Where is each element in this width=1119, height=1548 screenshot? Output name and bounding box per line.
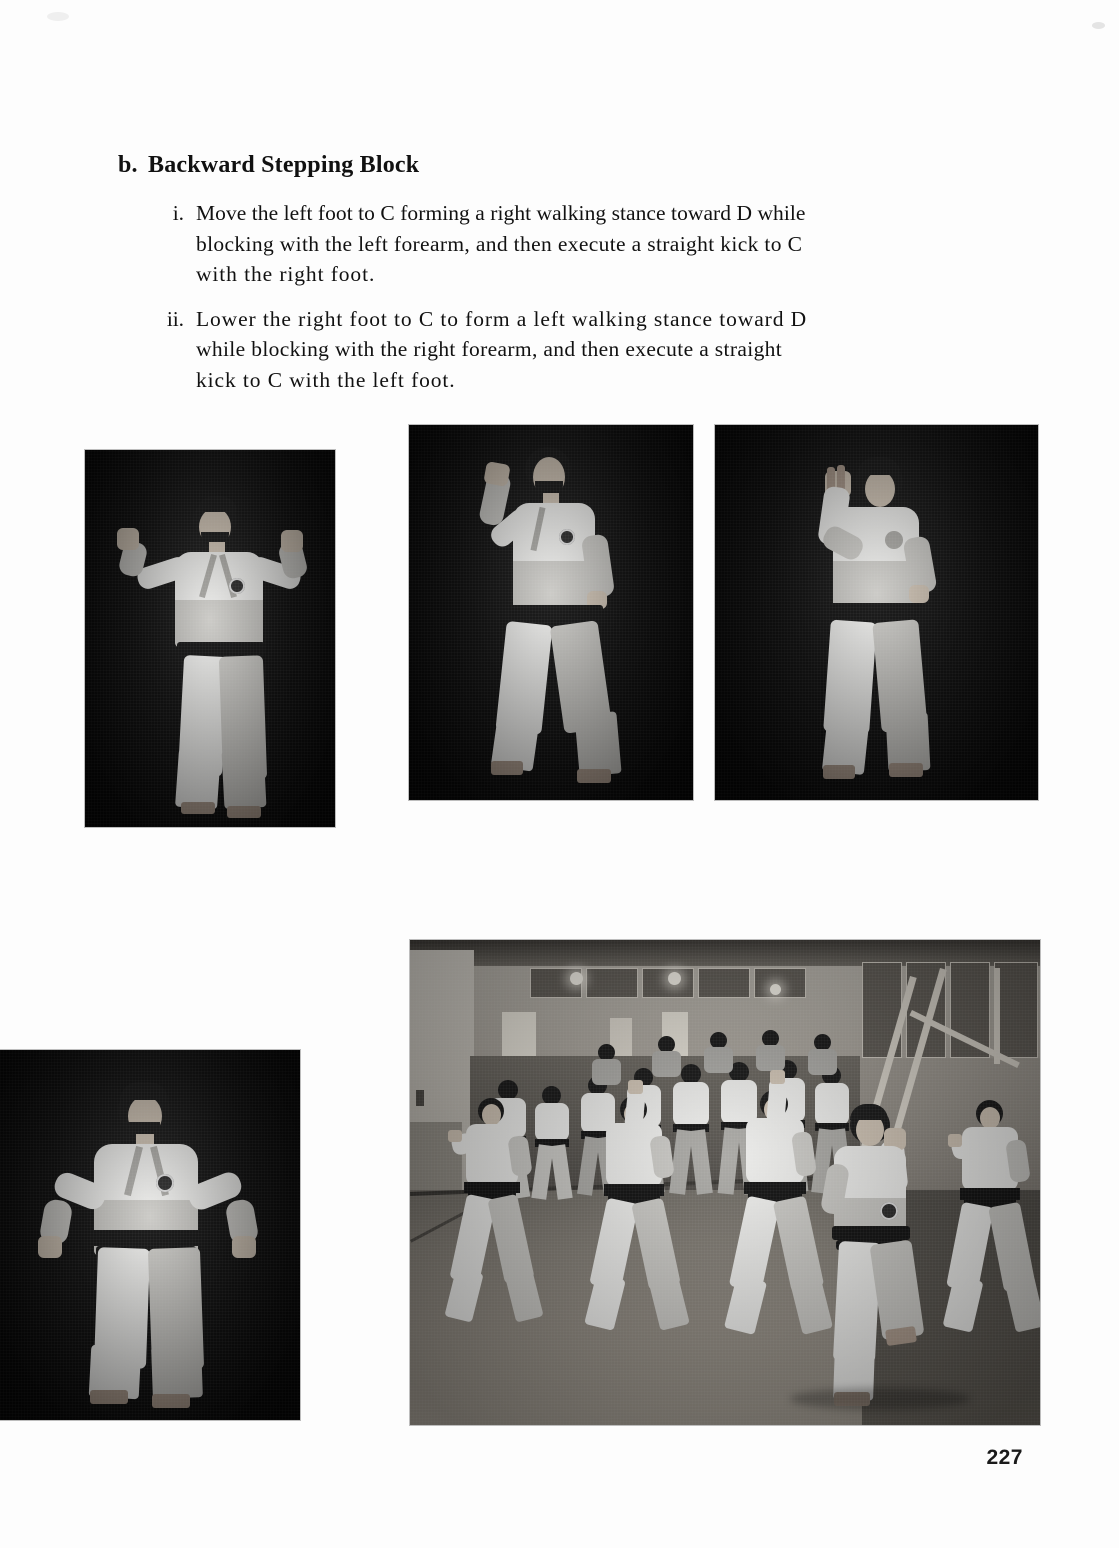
section-title: Backward Stepping Block	[148, 152, 420, 178]
figure-3-subject	[715, 425, 1038, 800]
page-number: 227	[986, 1446, 1023, 1469]
figure-3	[715, 425, 1038, 800]
dobok-patch	[559, 529, 575, 545]
list-item-line: blocking with the left forearm, and then execute a straight kick to C	[196, 231, 803, 256]
list-item-line: with the right foot.	[196, 262, 376, 286]
student	[590, 1044, 624, 1084]
figure-1	[85, 450, 335, 827]
list-item-marker: i.	[172, 201, 184, 225]
student	[702, 1032, 736, 1072]
list-item-line: Lower the right foot to C to form a left walking stance toward D	[196, 306, 808, 331]
ceiling-lamp	[570, 972, 583, 985]
student	[592, 1096, 682, 1342]
list-item-line: kick to C with the left foot.	[196, 367, 456, 392]
figure-4	[0, 1050, 300, 1420]
scan-artifact	[1092, 22, 1105, 29]
section-marker: b.	[118, 152, 138, 178]
figure-2-subject	[409, 425, 693, 800]
list-item-body	[196, 198, 920, 290]
instructor	[806, 1106, 946, 1406]
list-item-line: while blocking with the right forearm, and then execute a straight	[196, 337, 783, 361]
figure-2	[409, 425, 693, 800]
dobok-patch	[880, 1202, 898, 1220]
ceiling-lamp	[668, 972, 681, 985]
scan-artifact	[47, 12, 69, 21]
list-item-line: Move the left foot to C forming a right walking stance toward D while	[196, 201, 806, 225]
list-item	[150, 304, 920, 396]
dobok-patch	[156, 1174, 174, 1192]
list-item-marker: ii.	[166, 306, 184, 331]
list-item-body	[196, 304, 920, 396]
instruction-list	[150, 198, 920, 409]
student	[950, 1100, 1038, 1346]
list-item	[150, 198, 920, 290]
dobok-patch	[229, 578, 245, 594]
student	[650, 1036, 684, 1076]
student	[806, 1034, 840, 1074]
ceiling-lamp	[770, 984, 781, 995]
student	[754, 1030, 788, 1070]
student	[452, 1098, 538, 1338]
figure-1-subject	[85, 450, 335, 827]
section-heading	[118, 152, 419, 179]
figure-5	[410, 940, 1040, 1425]
figure-4-subject	[0, 1050, 300, 1420]
